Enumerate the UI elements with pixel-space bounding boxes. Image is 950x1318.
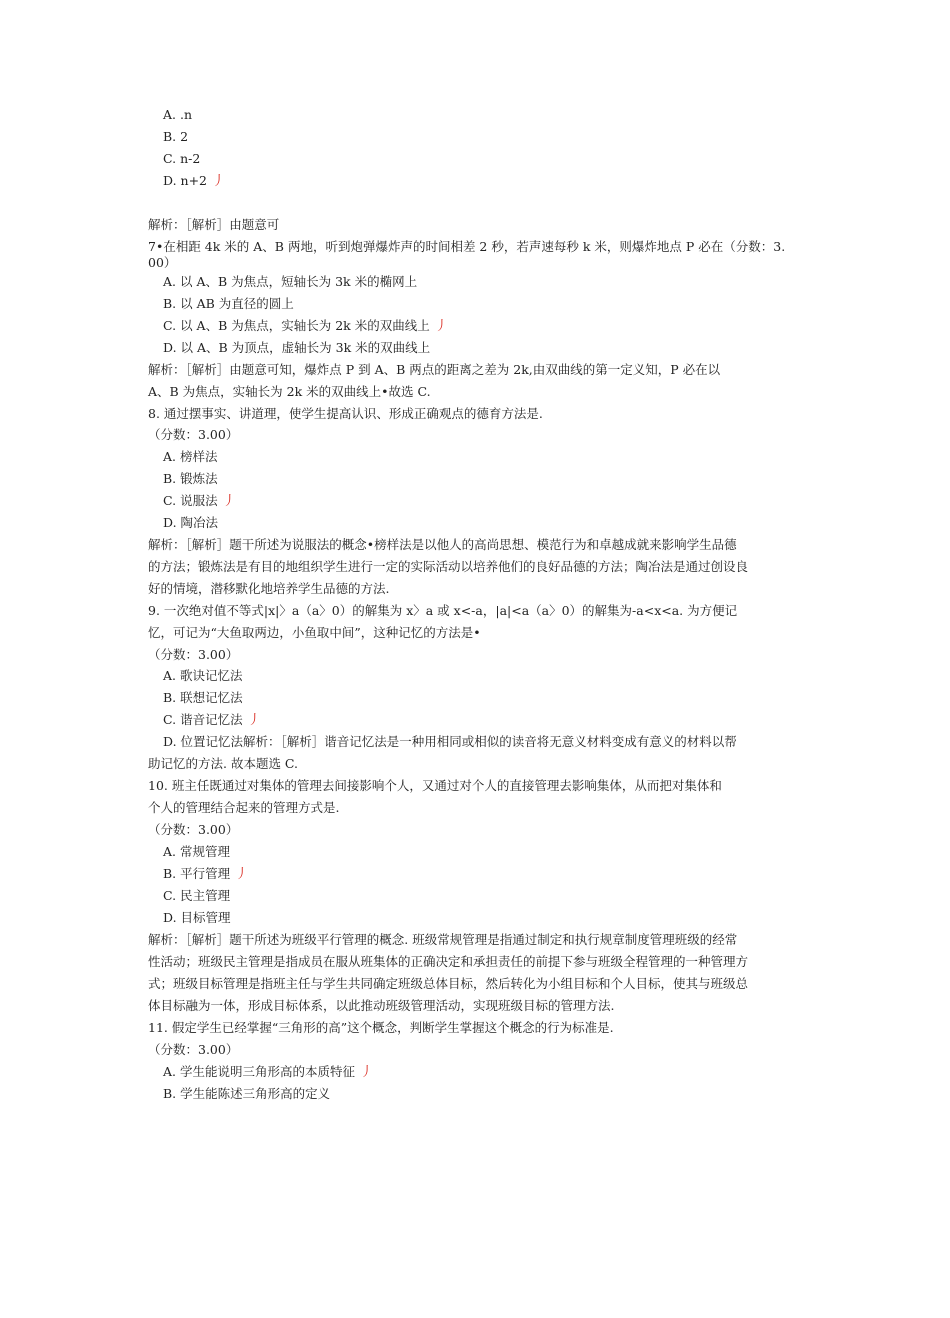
option-text: C. n-2 <box>163 151 201 166</box>
q7-option-b <box>163 296 294 312</box>
option-text: D. 以 A、B 为顶点，虚轴长为 3k 米的双曲线上 <box>163 340 431 355</box>
q8-option-b <box>163 471 218 487</box>
q9-option-d-analysis-line-1: D. 位置记忆法解析：［解析］谐音记忆法是一种用相同或相似的读音将无意义材料变成有意义的材料以帮 <box>163 734 737 749</box>
q10-stem-line-2: 个人的管理结合起来的管理方式是. <box>148 800 340 815</box>
option-text: C. 以 A、B 为焦点，实轴长为 2k 米的双曲线上 <box>163 318 430 333</box>
q6-option-b <box>163 129 188 145</box>
q10-analysis-line-4: 体目标融为一体，形成目标体系，以此推动班级管理活动，实现班级目标的管理方法. <box>148 998 615 1013</box>
option-text: A. 榜样法 <box>163 449 218 464</box>
correct-mark-icon: 丿 <box>247 713 261 728</box>
q9-stem-line-1: 9. 一次绝对值不等式|x|〉a（a〉0）的解集为 x〉a 或 x<-a，|a|<a（a〉0）的解集为-a<x<a. 为方便记 <box>148 603 738 618</box>
q7-option-c <box>163 318 448 335</box>
q9-stem-line-2: 忆，可记为“大鱼取两边，小鱼取中间”，这种记忆的方法是• <box>148 625 481 640</box>
option-text: C. 谐音记忆法 <box>163 712 243 727</box>
correct-mark-icon: 丿 <box>222 494 236 509</box>
q11-score: （分数：3.00） <box>148 1042 239 1057</box>
option-text: B. 学生能陈述三角形高的定义 <box>163 1086 331 1101</box>
q8-analysis-line-2: 的方法；锻炼法是有目的地组织学生进行一定的实际活动以培养他们的良好品德的方法；陶冶法是通过创设良 <box>148 559 749 574</box>
option-text: B. 2 <box>163 129 189 144</box>
q9-option-a <box>163 668 242 684</box>
q7-option-d <box>163 340 430 356</box>
q10-analysis-line-1: 解析：［解析］题干所述为班级平行管理的概念. 班级常规管理是指通过制定和执行规章制度管理班级的经常 <box>148 932 738 947</box>
q10-stem-line-1: 10. 班主任既通过对集体的管理去间接影响个人，又通过对个人的直接管理去影响集体，从而把对集体和 <box>148 778 722 793</box>
q8-analysis-line-1: 解析：［解析］题干所述为说服法的概念•榜样法是以他人的高尚思想、模范行为和卓越成就来影响学生品德 <box>148 537 737 552</box>
correct-mark-icon: 丿 <box>359 1065 373 1080</box>
correct-mark-icon: 丿 <box>235 867 249 882</box>
q7-analysis-line-2: A、B 为焦点，实轴长为 2k 米的双曲线上•故选 C. <box>148 384 431 399</box>
q9-analysis-line-2: 助记忆的方法. 故本题选 C. <box>148 756 299 771</box>
q9-option-b <box>163 690 243 706</box>
q10-analysis-line-2: 性活动；班级民主管理是指成员在服从班集体的正确决定和承担责任的前提下参与班级全程管理的一种管理方 <box>148 954 749 969</box>
q10-analysis-line-3: 式；班级目标管理是指班主任与学生共同确定班级总体目标，然后转化为小组目标和个人目标，使其与班级总 <box>148 976 749 991</box>
q8-option-d <box>163 515 218 531</box>
correct-mark-icon: 丿 <box>434 319 448 334</box>
q10-option-d <box>163 910 231 926</box>
q10-option-a <box>163 844 230 860</box>
option-text: A. .n <box>163 107 192 122</box>
q8-stem: 8. 通过摆事实、讲道理，使学生提高认识、形成正确观点的德育方法是. <box>148 406 543 421</box>
option-text: D. 目标管理 <box>163 910 231 925</box>
option-text: B. 平行管理 <box>163 866 231 881</box>
q11-stem: 11. 假定学生已经掌握“三角形的高”这个概念，判断学生掌握这个概念的行为标准是. <box>148 1020 614 1035</box>
q6-option-c <box>163 151 200 167</box>
option-text: B. 锻炼法 <box>163 471 218 486</box>
q10-option-c <box>163 888 230 904</box>
q7-option-a <box>163 274 417 290</box>
q6-option-d <box>163 173 225 190</box>
option-text: A. 以 A、B 为焦点，短轴长为 3k 米的椭网上 <box>163 274 418 289</box>
option-text: A. 歌诀记忆法 <box>163 668 243 683</box>
q7-stem-line-2: 00） <box>148 255 177 270</box>
q10-score: （分数：3.00） <box>148 822 239 837</box>
q7-stem-line-1: 7•在相距 4k 米的 A、B 两地，听到炮弹爆炸声的时间相差 2 秒，若声速每秒 k 米，则爆炸地点 P 必在（分数：3. <box>148 239 786 254</box>
q10-option-b <box>163 866 248 883</box>
q8-analysis-line-3: 好的情境，潜移默化地培养学生品德的方法. <box>148 581 390 596</box>
option-text: A. 学生能说明三角形高的本质特征 <box>163 1064 355 1079</box>
option-text: B. 以 AB 为直径的圆上 <box>163 296 294 311</box>
option-text: A. 常规管理 <box>163 844 230 859</box>
option-text: C. 说服法 <box>163 493 218 508</box>
q6-option-a <box>163 107 192 123</box>
q6-analysis: 解析：［解析］由题意可 <box>148 217 280 232</box>
option-text: C. 民主管理 <box>163 888 231 903</box>
q11-option-a <box>163 1064 373 1081</box>
option-text: D. n+2 <box>163 173 208 188</box>
q7-analysis-line-1: 解析：［解析］由题意可知，爆炸点 P 到 A、B 两点的距离之差为 2k,由双曲线的第一定义知，P 必在以 <box>148 362 721 377</box>
q11-option-b <box>163 1086 330 1102</box>
q8-option-a <box>163 449 217 465</box>
correct-mark-icon: 丿 <box>212 174 226 189</box>
option-text: D. 陶冶法 <box>163 515 219 530</box>
q9-option-c <box>163 712 261 729</box>
q8-score: （分数：3.00） <box>148 427 239 442</box>
q8-option-c <box>163 493 236 510</box>
q9-score: （分数：3.00） <box>148 647 239 662</box>
option-text: B. 联想记忆法 <box>163 690 243 705</box>
